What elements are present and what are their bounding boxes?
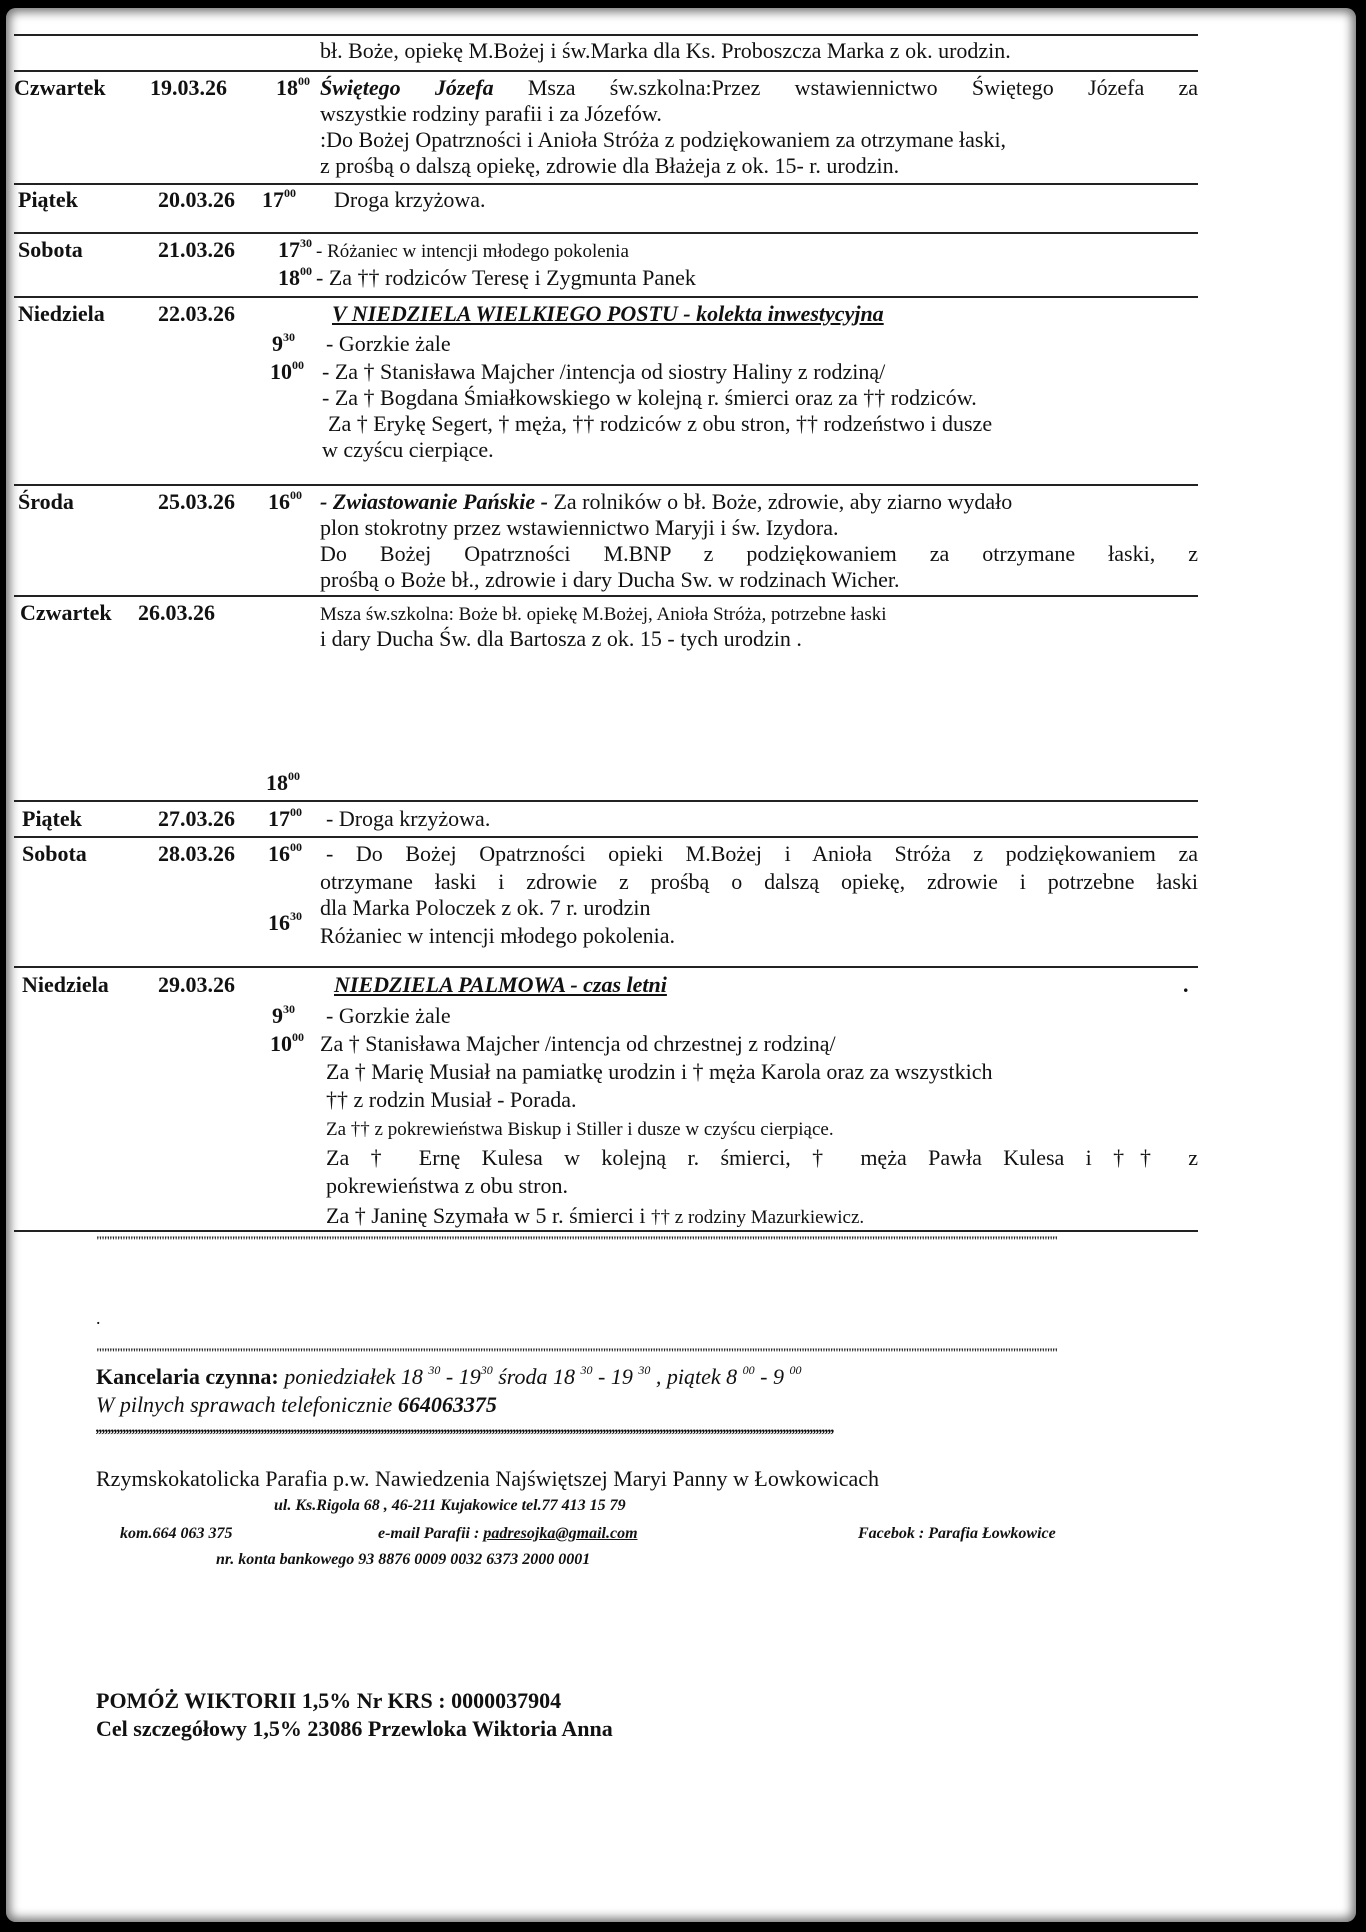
minutes: 30 <box>283 1001 295 1016</box>
intention-text: wszystkie rodziny parafii i za Józefów. <box>320 101 662 126</box>
intention-text: Droga krzyżowa. <box>334 187 486 212</box>
intention-text: w czyścu cierpiące. <box>322 437 494 462</box>
day-name: Sobota <box>22 841 87 866</box>
intention-text: plon stokrotny przez wstawiennictwo Maryji i św. Izydora. <box>320 515 839 540</box>
date: 25.03.26 <box>158 489 235 514</box>
intention-text: - Za † Stanisława Majcher /intencja od siostry Haliny z rodziną/ <box>322 359 886 384</box>
hour: 16 <box>268 489 290 514</box>
intention-text: - Gorzkie żale <box>326 331 451 356</box>
minutes: 30 <box>428 1362 441 1377</box>
day-name: Środa <box>18 489 74 514</box>
minutes: 00 <box>292 357 304 372</box>
mass-time <box>268 489 302 515</box>
row-divider <box>14 70 1198 72</box>
intention-text: i dary Ducha Św. dla Bartosza z ok. 15 - tych urodzin . <box>320 626 802 651</box>
comma-separator: ,,,,,,,,,,,,,,,,,,,,,,,,,,,,,,,,,,,,,,,,,,,,,,,,,,,,,,,,,,,,,,,,,,,,,,,,,,,,,,,,,,,,,,,,,,,,,,,,,,,,,,,,,,,,,,,,,,,,,,,,,,,,,,,,,,,,,,,,,,,,,,,,,,,,,,,,,,,,,,,,,,,,,,,,,,,,,,,,,,,,,,,,,,,,,,,,,,,,,,,,,,,,,,,,,,,,,,,,,,,,,,,,,,,,,,,,,,,,,,,,,,,,,, <box>96 1420 834 1436</box>
sunday-heading: NIEDZIELA PALMOWA - czas letni <box>334 972 667 997</box>
urgent-label: W pilnych sprawach telefonicznie <box>96 1392 398 1417</box>
sunday-heading: V NIEDZIELA WIELKIEGO POSTU - kolekta inwestycyjna <box>332 301 884 326</box>
intention-text: Za † Janinę Szymała w 5 r. śmierci i <box>326 1203 652 1228</box>
row-divider <box>14 183 1198 185</box>
intention-text: †† z rodzin Musiał - Porada. <box>326 1087 577 1112</box>
minutes: 00 <box>292 1029 304 1044</box>
row-divider <box>14 232 1198 234</box>
parish-email-line <box>378 1524 638 1544</box>
hour: 9 <box>772 1364 790 1389</box>
intention-text: - Za †† rodziców Teresę i Zygmunta Panek <box>316 265 696 290</box>
row-divider <box>14 800 1198 802</box>
minutes: 30 <box>300 235 312 250</box>
intention-text: Za †† z pokrewieństwa Biskup i Stiller i dusze w czyścu cierpiące. <box>326 1119 834 1140</box>
hour: 19 <box>610 1364 639 1389</box>
intention-text: - Różaniec w intencji młodego pokolenia <box>316 241 629 262</box>
minutes: 30 <box>580 1362 593 1377</box>
intention-text <box>320 75 1198 101</box>
charity-line: Cel szczegółowy 1,5% 23086 Przewloka Wiktoria Anna <box>96 1716 613 1741</box>
parish-bank: nr. konta bankowego 93 8876 0009 0032 6373 2000 0001 <box>216 1551 591 1568</box>
feast-name: Świętego Józefa <box>320 75 494 100</box>
intention-text: †† z rodziny Mazurkiewicz. <box>651 1207 865 1228</box>
date: 19.03.26 <box>150 75 227 100</box>
intention-text: dla Marka Poloczek z ok. 7 r. urodzin <box>320 895 651 920</box>
minutes: 00 <box>284 185 296 200</box>
minutes: 00 <box>789 1362 802 1377</box>
separator: - <box>440 1364 459 1389</box>
date: 28.03.26 <box>158 841 235 866</box>
parish-address: ul. Ks.Rigola 68 , 46-211 Kujakowice tel.77 413 15 79 <box>274 1497 626 1514</box>
intention-text: Za † Ernę Kulesa w kolejną r. śmierci, † męża Pawła Kulesa i †† z <box>326 1145 1198 1170</box>
intention-text: bł. Boże, opiekę M.Bożej i św.Marka dla Ks. Proboszcza Marka z ok. urodzin. <box>320 38 1011 63</box>
tick-separator: '''''''''''''''''''''''''''''''''''''''''''''''''''''''''''''''''''''''''''''''''''''''''''''''''''''''''''''''''''''''''''''''''''''''''''''''''''''''''''''''''''''''''''''''''''''''''''''''''''''''''''''''''''''''''''''''''''''''''''''''''''''''''''''''''''''''''''''''''''''''''''''''''''''''''''''''''''''''''''''''''''''''''''''''''''''''''''''''''''''''''''''''' <box>96 1234 1058 1248</box>
hour: 9 <box>272 1003 283 1028</box>
row-divider <box>14 595 1198 597</box>
mass-time <box>278 265 312 291</box>
hour: 8 <box>726 1364 743 1389</box>
day-name: Czwartek <box>14 75 106 100</box>
day-name: Piątek <box>22 806 82 831</box>
mass-time <box>266 770 300 796</box>
office-label: Kancelaria czynna: <box>96 1364 279 1389</box>
intention-text: Za † Stanisława Majcher /intencja od chrzestnej z rodziną/ <box>320 1031 836 1056</box>
minutes: 00 <box>290 487 302 502</box>
hour: 9 <box>272 331 283 356</box>
urgent-phone: 664063375 <box>397 1392 497 1417</box>
mass-time <box>262 187 296 213</box>
mass-time <box>272 1003 295 1029</box>
hour: 18 <box>400 1364 429 1389</box>
date: 29.03.26 <box>158 972 235 997</box>
mass-time <box>270 359 304 385</box>
hour: 18 <box>278 265 300 290</box>
intention-text: :Do Bożej Opatrzności i Anioła Stróża z podziękowaniem za otrzymane łaski, <box>320 127 1007 152</box>
intention-text: - Do Bożej Opatrzności opieki M.Bożej i Anioła Stróża z podziękowaniem za <box>326 841 1198 866</box>
mass-time <box>270 1031 304 1057</box>
intention-text: Za rolników o bł. Boże, zdrowie, aby ziarno wydało <box>547 489 1013 514</box>
email-label: e-mail Parafii : <box>378 1525 484 1542</box>
day-label: środa <box>492 1364 554 1389</box>
date: 20.03.26 <box>158 187 235 212</box>
minutes: 30 <box>480 1362 493 1377</box>
intention-text <box>320 489 1012 515</box>
intention-text: - Za † Bogdana Śmiałkowskiego w kolejną r. śmierci oraz za †† rodziców. <box>322 385 977 410</box>
hour: 16 <box>268 910 290 935</box>
intention-text: - Gorzkie żale <box>326 1003 451 1028</box>
minutes: 00 <box>300 263 312 278</box>
intention-text: Za † Erykę Segert, † męża, †† rodziców z obu stron, †† rodzeństwo i dusze <box>328 411 993 436</box>
charity-line: POMÓŻ WIKTORII 1,5% Nr KRS : 0000037904 <box>96 1688 562 1713</box>
mass-time <box>272 331 295 357</box>
day-name: Sobota <box>18 237 83 262</box>
minutes: 00 <box>288 768 300 783</box>
hour: 10 <box>270 359 292 384</box>
row-divider <box>14 296 1198 298</box>
intention-text: z prośbą o dalszą opiekę, zdrowie dla Błażeja z ok. 15- r. urodzin. <box>320 153 900 178</box>
day-name: Czwartek <box>20 600 112 625</box>
row-divider <box>14 34 1198 36</box>
urgent-contact <box>96 1392 497 1418</box>
row-divider <box>14 966 1198 968</box>
minutes: 30 <box>283 329 295 344</box>
separator: - <box>592 1364 611 1389</box>
mass-time <box>278 237 312 263</box>
hour: 17 <box>268 806 290 831</box>
minutes: 00 <box>290 804 302 819</box>
date: 27.03.26 <box>158 806 235 831</box>
intention-text: prośbą o Boże bł., zdrowie i dary Ducha Sw. w rodzinach Wicher. <box>320 567 900 592</box>
hour: 19 <box>458 1364 481 1389</box>
date: 22.03.26 <box>158 301 235 326</box>
intention-text <box>326 1203 864 1231</box>
hour: 18 <box>266 770 288 795</box>
minutes: 00 <box>290 839 302 854</box>
hour: 17 <box>278 237 300 262</box>
mass-time <box>268 841 302 867</box>
parish-facebook: Facebok : Parafia Łowkowice <box>858 1525 1056 1542</box>
row-divider <box>14 1230 1198 1232</box>
day-name: Niedziela <box>18 301 105 326</box>
hour: 16 <box>268 841 290 866</box>
tick-separator: '''''''''''''''''''''''''''''''''''''''''''''''''''''''''''''''''''''''''''''''''''''''''''''''''''''''''''''''''''''''''''''''''''''''''''''''''''''''''''''''''''''''''''''''''''''''''''''''''''''''''''''''''''''''''''''''''''''''''''''''''''''''''''''''''''''''''''''''''''''''''''''''''''''''''''''''''''''''''''''''''''''''''''''''''''''''''''''''''''''''''''''''' <box>96 1346 1058 1360</box>
hour: 18 <box>276 75 298 100</box>
row-divider <box>14 836 1198 838</box>
dot-mark: . <box>96 1308 101 1328</box>
heading-dot: . <box>1183 972 1189 997</box>
mass-time <box>268 806 302 832</box>
hour: 17 <box>262 187 284 212</box>
intention-text: - Droga krzyżowa. <box>326 806 491 831</box>
intention-text: otrzymane łaski i zdrowie z prośbą o dalszą opiekę, zdrowie i potrzebne łaski <box>320 869 1198 894</box>
parish-name: Rzymskokatolicka Parafia p.w. Nawiedzenia Najświętszej Maryi Panny w Łowkowicach <box>96 1466 879 1491</box>
feast-name: - Zwiastowanie Pańskie - <box>320 489 548 514</box>
date: 26.03.26 <box>138 600 215 625</box>
intention-text: Msza św.szkolna:Przez wstawiennictwo Świętego Józefa za <box>493 75 1198 100</box>
intention-text: Msza św.szkolna: Boże bł. opiekę M.Bożej, Anioła Stróża, potrzebne łaski <box>320 604 887 625</box>
intention-text: Za † Marię Musiał na pamiatkę urodzin i † męża Karola oraz za wszystkich <box>326 1059 993 1084</box>
day-label: poniedziałek <box>278 1364 401 1389</box>
hour: 18 <box>553 1364 581 1389</box>
day-name: Niedziela <box>22 972 109 997</box>
hour: 10 <box>270 1031 292 1056</box>
minutes: 30 <box>290 908 302 923</box>
minutes: 00 <box>298 73 310 88</box>
date: 21.03.26 <box>158 237 235 262</box>
day-label: , piątek <box>650 1364 727 1389</box>
intention-text: Różaniec w intencji młodego pokolenia. <box>320 923 675 948</box>
separator: - <box>754 1364 773 1389</box>
mass-time <box>276 75 310 101</box>
row-divider <box>14 484 1198 486</box>
day-name: Piątek <box>18 187 78 212</box>
intention-text: pokrewieństwa z obu stron. <box>326 1173 568 1198</box>
intention-text: Do Bożej Opatrzności M.BNP z podziękowaniem za otrzymane łaski, z <box>320 541 1198 566</box>
parish-mobile: kom.664 063 375 <box>120 1525 233 1542</box>
intention-text <box>320 600 887 628</box>
office-hours <box>96 1364 801 1390</box>
mass-time <box>268 910 302 936</box>
minutes: 00 <box>742 1362 755 1377</box>
minutes: 30 <box>638 1362 651 1377</box>
email-link[interactable]: padresojka@gmail.com <box>483 1525 638 1542</box>
